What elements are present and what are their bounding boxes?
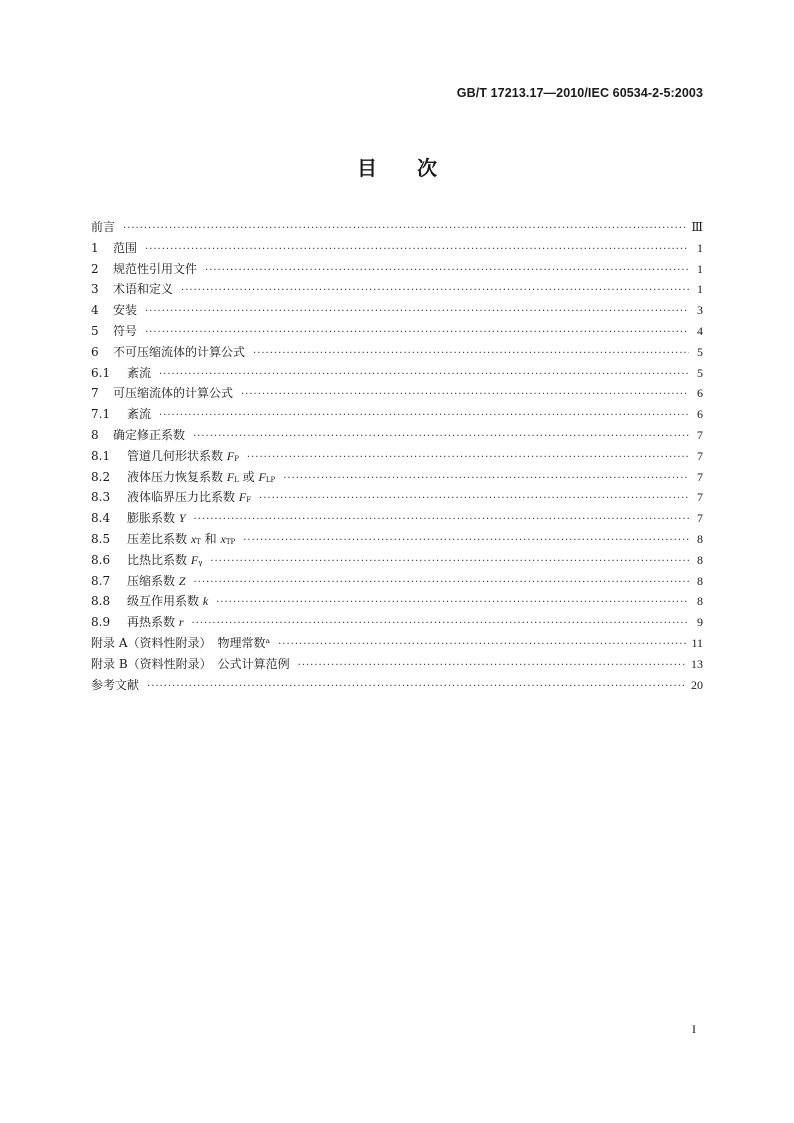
math-symbol: k — [202, 594, 209, 609]
toc-entry[interactable] — [91, 425, 703, 446]
toc-entry-number: 7 — [91, 386, 99, 401]
math-subscript: γ — [198, 558, 203, 567]
toc-entry-number: 8.9 — [91, 615, 111, 630]
toc-entry-page: 8 — [697, 594, 703, 609]
math-symbol: x — [190, 531, 197, 546]
math-subscript: LP — [265, 475, 276, 484]
dot-leader — [298, 656, 687, 677]
page-title: 目 次 — [357, 156, 437, 180]
dot-leader — [147, 677, 687, 698]
toc-entry-page: 8 — [697, 552, 703, 567]
toc-entry-page: 9 — [697, 615, 703, 630]
dot-leader — [123, 219, 687, 240]
toc-entry-number: 8.5 — [91, 531, 111, 546]
toc-entry-title: 紊流 — [127, 365, 152, 380]
toc-entry-label — [127, 571, 190, 592]
dot-leader — [243, 531, 689, 552]
toc-entry-label — [113, 383, 237, 404]
toc-entry-number: 8.7 — [91, 573, 111, 588]
dot-leader — [216, 593, 689, 614]
toc-entry-title: 术语和定义 — [113, 282, 174, 297]
dot-leader — [205, 261, 689, 282]
math-symbol: F — [190, 552, 199, 567]
toc-entry[interactable] — [91, 633, 703, 654]
toc-entry-label — [113, 259, 201, 280]
toc-entry-title: 管道几何形状系数 — [127, 448, 224, 463]
toc-entry-page: 3 — [697, 303, 703, 318]
toc-entry-label — [91, 217, 119, 238]
math-symbol: r — [178, 615, 184, 630]
toc-entry-number: 8.3 — [91, 490, 111, 505]
toc-entry-page: 7 — [697, 469, 703, 484]
standard-number: GB/T 17213.17—2010/IEC 60534-2-5:2003 — [456, 86, 703, 100]
toc-entry-title: 液体临界压力比系数 — [127, 490, 236, 505]
toc-entry-number: 2 — [91, 261, 99, 276]
toc-entry-label — [91, 675, 143, 696]
toc-entry-number: 3 — [91, 282, 99, 297]
toc-entry[interactable] — [91, 446, 703, 467]
dot-leader — [193, 427, 689, 448]
math-subscript: TP — [225, 537, 236, 546]
dot-leader — [241, 385, 689, 406]
dot-leader — [159, 406, 689, 427]
toc-entry-label — [113, 238, 141, 259]
toc-entry-page: Ⅲ — [691, 220, 703, 234]
toc-entry-title: 符号 — [113, 323, 138, 338]
toc-entry-title: 附录 B（资料性附录） 公式计算范例 — [91, 656, 290, 671]
math-symbol: F — [226, 448, 235, 463]
toc-entry-title: 附录 A（资料性附录） 物理常数ᵃ — [91, 635, 271, 650]
math-symbol: Y — [178, 511, 186, 526]
toc-entry-page: 13 — [691, 656, 703, 671]
toc-entry-title: 压差比系数 — [127, 531, 188, 546]
toc-entry[interactable] — [91, 404, 703, 425]
toc-entry-title: 可压缩流体的计算公式 — [113, 386, 234, 401]
toc-entry[interactable] — [91, 467, 703, 488]
toc-entry-page: 1 — [697, 261, 703, 276]
toc-entry-page: 7 — [697, 511, 703, 526]
toc-entry-title: 紊流 — [127, 407, 152, 422]
dot-leader — [145, 323, 689, 344]
toc-entry-label — [127, 404, 155, 425]
toc-entry-label — [113, 425, 189, 446]
toc-entry-page: 1 — [697, 282, 703, 297]
toc-entry-title: 前言 — [91, 220, 116, 234]
toc-entry-page: 7 — [697, 448, 703, 463]
toc-entry-page: 1 — [697, 240, 703, 255]
toc-entry[interactable] — [91, 591, 703, 612]
toc-entry[interactable] — [91, 550, 703, 571]
toc-entry-label — [113, 321, 141, 342]
toc-entry-label — [113, 342, 249, 363]
math-symbol: F — [238, 490, 247, 505]
toc-entry-title: 膨胀系数 — [127, 511, 176, 526]
toc-entry[interactable] — [91, 300, 703, 321]
dot-leader — [259, 489, 689, 510]
toc-entry-page: 7 — [697, 490, 703, 505]
toc-entry-page: 20 — [691, 677, 703, 692]
toc-entry-page: 11 — [691, 635, 703, 650]
conjunction: 或 — [242, 469, 255, 484]
toc-entry-title: 参考文献 — [91, 677, 140, 692]
math-subscript: F — [246, 496, 252, 505]
table-of-contents — [91, 217, 703, 695]
toc-entry-number: 8.2 — [91, 469, 111, 484]
toc-entry-title: 范围 — [113, 240, 138, 255]
dot-leader — [194, 573, 689, 594]
toc-entry-title: 确定修正系数 — [113, 427, 186, 442]
toc-entry-label — [127, 363, 155, 384]
toc-entry-number: 5 — [91, 323, 99, 338]
toc-entry-label — [127, 612, 188, 633]
toc-entry-number: 6.1 — [91, 365, 111, 380]
page-number: I — [692, 1022, 696, 1036]
toc-entry-page: 5 — [697, 344, 703, 359]
toc-entry-number: 4 — [91, 303, 99, 318]
toc-entry-label — [127, 591, 212, 612]
toc-entry-page: 8 — [697, 573, 703, 588]
toc-entry[interactable] — [91, 654, 703, 675]
toc-entry-page: 5 — [697, 365, 703, 380]
toc-entry-title: 不可压缩流体的计算公式 — [113, 344, 246, 359]
conjunction: 和 — [204, 531, 217, 546]
toc-entry[interactable] — [91, 279, 703, 300]
toc-entry[interactable] — [91, 383, 703, 404]
dot-leader — [278, 635, 687, 656]
toc-entry[interactable] — [91, 238, 703, 259]
math-symbol: F — [258, 469, 266, 484]
toc-entry-label — [91, 654, 294, 675]
toc-entry-number: 1 — [91, 240, 99, 255]
toc-entry-title: 压缩系数 — [127, 573, 176, 588]
toc-entry-page: 4 — [697, 323, 703, 338]
toc-entry[interactable] — [91, 363, 703, 384]
dot-leader — [145, 240, 689, 261]
math-symbol: Z — [178, 573, 186, 588]
toc-entry-title: 安装 — [113, 303, 138, 318]
toc-entry[interactable] — [91, 217, 703, 238]
toc-entry-title: 级互作用系数 — [127, 594, 200, 609]
dot-leader — [253, 344, 689, 365]
toc-entry-label — [113, 279, 177, 300]
toc-entry-number: 8.1 — [91, 448, 111, 463]
math-symbol: F — [226, 469, 235, 484]
dot-leader — [181, 281, 689, 302]
toc-entry-label — [91, 633, 274, 654]
toc-entry[interactable] — [91, 571, 703, 592]
dot-leader — [192, 614, 689, 635]
toc-entry-page: 6 — [697, 407, 703, 422]
toc-entry[interactable] — [91, 321, 703, 342]
math-subscript: L — [234, 475, 239, 484]
toc-entry[interactable] — [91, 508, 703, 529]
toc-entry-number: 7.1 — [91, 407, 111, 422]
toc-entry-title: 规范性引用文件 — [113, 261, 198, 276]
toc-entry-label — [127, 508, 190, 529]
toc-entry-title: 再热系数 — [127, 615, 176, 630]
toc-entry[interactable] — [91, 487, 703, 508]
toc-entry-title: 比热比系数 — [127, 552, 188, 567]
dot-leader — [159, 365, 689, 386]
math-subscript: P — [234, 454, 239, 463]
toc-entry-number: 6 — [91, 344, 99, 359]
dot-leader — [194, 510, 689, 531]
math-subscript: T — [196, 537, 201, 546]
toc-entry[interactable] — [91, 342, 703, 363]
toc-entry-label — [113, 300, 141, 321]
toc-entry-number: 8.6 — [91, 552, 111, 567]
toc-entry[interactable] — [91, 259, 703, 280]
toc-entry-title: 液体压力恢复系数 — [127, 469, 224, 484]
toc-entry-number: 8.4 — [91, 511, 111, 526]
toc-entry-number: 8 — [91, 427, 99, 442]
dot-leader — [210, 552, 689, 573]
toc-entry-page: 8 — [697, 531, 703, 546]
toc-entry[interactable] — [91, 675, 703, 696]
toc-entry-page: 7 — [697, 427, 703, 442]
toc-entry-page: 6 — [697, 386, 703, 401]
dot-leader — [247, 448, 689, 469]
toc-entry[interactable] — [91, 529, 703, 550]
dot-leader — [283, 469, 689, 490]
math-symbol: x — [220, 531, 226, 546]
dot-leader — [145, 302, 689, 323]
toc-entry-number: 8.8 — [91, 594, 111, 609]
toc-entry[interactable] — [91, 612, 703, 633]
